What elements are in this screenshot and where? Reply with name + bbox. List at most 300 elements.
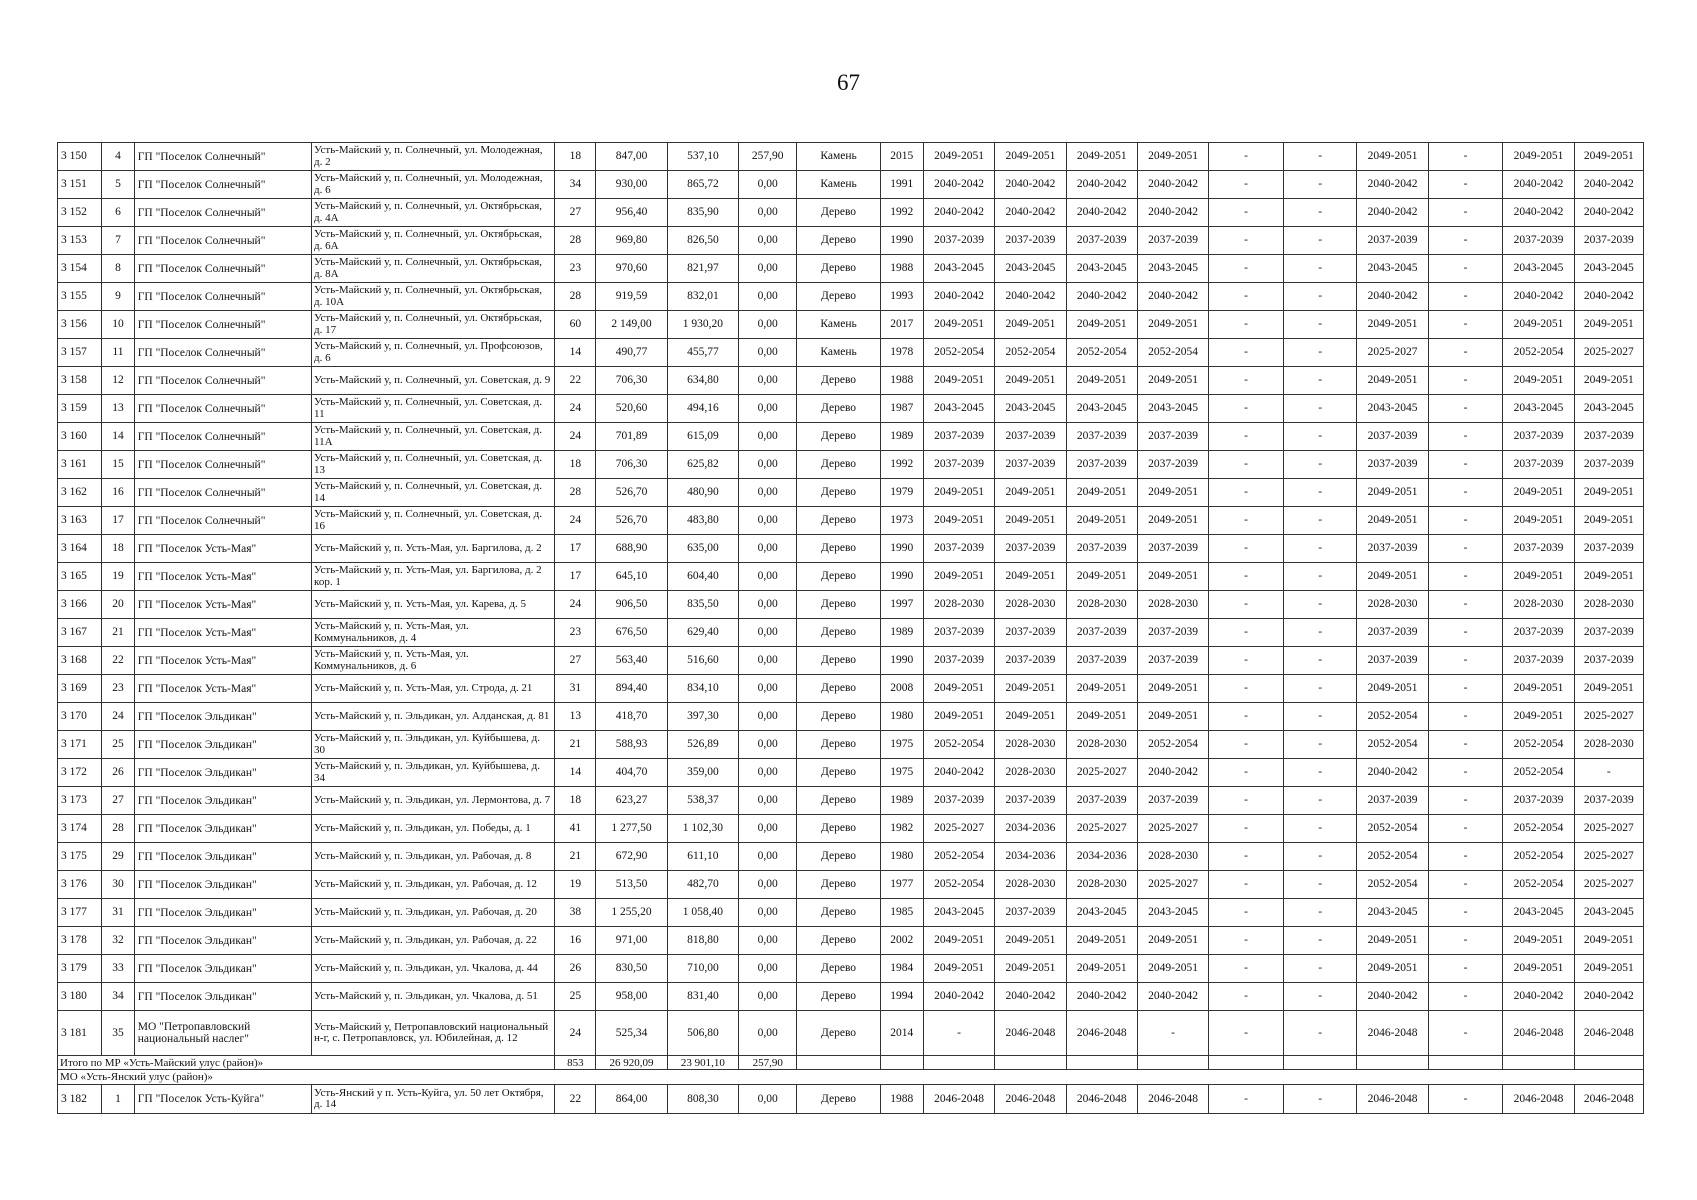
period-7: 2049-2051 — [1357, 955, 1428, 983]
nonresidential-area: 0,00 — [739, 227, 797, 255]
period-5: - — [1209, 787, 1284, 815]
row-number: 20 — [102, 591, 134, 619]
period-9: 2052-2054 — [1503, 731, 1574, 759]
period-1: 2040-2042 — [923, 199, 994, 227]
wall-material: Дерево — [797, 731, 880, 759]
period-10: 2049-2051 — [1574, 675, 1643, 703]
period-9: 2037-2039 — [1503, 451, 1574, 479]
period-2: 2034-2036 — [995, 843, 1066, 871]
nonresidential-area: 0,00 — [739, 591, 797, 619]
address: Усть-Майский у, п. Усть-Мая, ул. Баргилова, д. 2 — [312, 535, 555, 563]
row-number: 25 — [102, 731, 134, 759]
period-10: - — [1574, 759, 1643, 787]
organization: ГП "Поселок Солнечный" — [134, 507, 311, 535]
period-2: 2040-2042 — [995, 983, 1066, 1011]
period-8: - — [1428, 143, 1503, 171]
address: Усть-Майский у, п. Эльдикан, ул. Рабочая, д. 20 — [312, 899, 555, 927]
period-10: 2040-2042 — [1574, 283, 1643, 311]
row-number: 9 — [102, 283, 134, 311]
period-6: - — [1283, 367, 1357, 395]
wall-material: Дерево — [797, 367, 880, 395]
organization: ГП "Поселок Солнечный" — [134, 423, 311, 451]
summary-empty-cell — [1503, 1056, 1574, 1070]
living-area: 710,00 — [667, 955, 738, 983]
table-row — [58, 171, 1644, 199]
period-7: 2052-2054 — [1357, 843, 1428, 871]
address: Усть-Майский у, п. Солнечный, ул. Октябрьская, д. 17 — [312, 311, 555, 339]
period-9: 2049-2051 — [1503, 479, 1574, 507]
period-8: - — [1428, 647, 1503, 675]
table-row — [58, 983, 1644, 1011]
period-3: 2049-2051 — [1066, 563, 1137, 591]
table-row — [58, 703, 1644, 731]
period-6: - — [1283, 143, 1357, 171]
period-7: 2037-2039 — [1357, 423, 1428, 451]
total-area: 701,89 — [596, 423, 667, 451]
row-index: 3 170 — [58, 703, 102, 731]
period-3: 2043-2045 — [1066, 255, 1137, 283]
period-8: - — [1428, 675, 1503, 703]
period-3: 2046-2048 — [1066, 1011, 1137, 1056]
period-3: 2037-2039 — [1066, 423, 1137, 451]
total-area: 958,00 — [596, 983, 667, 1011]
period-10: 2040-2042 — [1574, 199, 1643, 227]
address: Усть-Майский у, п. Эльдикан, ул. Куйбышева, д. 34 — [312, 759, 555, 787]
total-area: 830,50 — [596, 955, 667, 983]
build-year: 1990 — [880, 563, 923, 591]
period-1: 2040-2042 — [923, 759, 994, 787]
period-1: 2049-2051 — [923, 927, 994, 955]
period-3: 2037-2039 — [1066, 619, 1137, 647]
organization: ГП "Поселок Солнечный" — [134, 395, 311, 423]
row-index: 3 168 — [58, 647, 102, 675]
period-6: - — [1283, 871, 1357, 899]
period-6: - — [1283, 199, 1357, 227]
period-10: 2049-2051 — [1574, 143, 1643, 171]
organization: ГП "Поселок Эльдикан" — [134, 731, 311, 759]
summary-empty-cell — [880, 1056, 923, 1070]
total-area: 970,60 — [596, 255, 667, 283]
period-6: - — [1283, 507, 1357, 535]
period-10: 2037-2039 — [1574, 647, 1643, 675]
living-area: 635,00 — [667, 535, 738, 563]
wall-material: Дерево — [797, 479, 880, 507]
period-6: - — [1283, 591, 1357, 619]
period-7: 2037-2039 — [1357, 227, 1428, 255]
living-area: 397,30 — [667, 703, 738, 731]
total-area: 513,50 — [596, 871, 667, 899]
total-area: 645,10 — [596, 563, 667, 591]
address: Усть-Майский у, п. Усть-Мая, ул. Коммунальников, д. 6 — [312, 647, 555, 675]
row-number: 7 — [102, 227, 134, 255]
period-8: - — [1428, 787, 1503, 815]
table-row — [58, 563, 1644, 591]
period-7: 2037-2039 — [1357, 535, 1428, 563]
period-10: 2037-2039 — [1574, 227, 1643, 255]
wall-material: Дерево — [797, 899, 880, 927]
period-4: 2049-2051 — [1137, 311, 1208, 339]
period-10: 2037-2039 — [1574, 619, 1643, 647]
period-4: 2037-2039 — [1137, 423, 1208, 451]
period-2: 2037-2039 — [995, 227, 1066, 255]
period-10: 2025-2027 — [1574, 703, 1643, 731]
total-area: 588,93 — [596, 731, 667, 759]
build-year: 1980 — [880, 703, 923, 731]
period-5: - — [1209, 367, 1284, 395]
period-7: 2049-2051 — [1357, 507, 1428, 535]
nonresidential-area: 0,00 — [739, 311, 797, 339]
wall-material: Камень — [797, 171, 880, 199]
apartments-count: 21 — [555, 843, 596, 871]
period-3: 2028-2030 — [1066, 731, 1137, 759]
period-5: - — [1209, 395, 1284, 423]
row-number: 1 — [102, 1085, 134, 1114]
row-index: 3 179 — [58, 955, 102, 983]
period-9: 2040-2042 — [1503, 283, 1574, 311]
period-2: 2052-2054 — [995, 339, 1066, 367]
period-4: 2040-2042 — [1137, 283, 1208, 311]
living-area: 835,50 — [667, 591, 738, 619]
organization: ГП "Поселок Солнечный" — [134, 311, 311, 339]
period-8: - — [1428, 227, 1503, 255]
period-4: - — [1137, 1011, 1208, 1056]
period-4: 2049-2051 — [1137, 479, 1208, 507]
period-3: 2046-2048 — [1066, 1085, 1137, 1114]
address: Усть-Майский у, п. Эльдикан, ул. Чкалова, д. 51 — [312, 983, 555, 1011]
table-row — [58, 787, 1644, 815]
period-10: 2040-2042 — [1574, 983, 1643, 1011]
apartments-count: 22 — [555, 1085, 596, 1114]
period-6: - — [1283, 647, 1357, 675]
period-7: 2040-2042 — [1357, 283, 1428, 311]
total-area: 956,40 — [596, 199, 667, 227]
period-10: 2025-2027 — [1574, 815, 1643, 843]
address: Усть-Майский у, п. Усть-Мая, ул. Строда, д. 21 — [312, 675, 555, 703]
period-4: 2049-2051 — [1137, 507, 1208, 535]
period-10: 2043-2045 — [1574, 255, 1643, 283]
build-year: 2008 — [880, 675, 923, 703]
period-10: 2037-2039 — [1574, 423, 1643, 451]
row-number: 31 — [102, 899, 134, 927]
organization: ГП "Поселок Усть-Мая" — [134, 591, 311, 619]
build-year: 1975 — [880, 759, 923, 787]
period-10: 2028-2030 — [1574, 731, 1643, 759]
period-1: 2037-2039 — [923, 451, 994, 479]
address: Усть-Майский у, п. Солнечный, ул. Советская, д. 13 — [312, 451, 555, 479]
organization: ГП "Поселок Эльдикан" — [134, 955, 311, 983]
period-10: 2046-2048 — [1574, 1011, 1643, 1056]
period-1: 2037-2039 — [923, 619, 994, 647]
summary-empty-cell — [1574, 1056, 1643, 1070]
address: Усть-Майский у, п. Эльдикан, ул. Чкалова, д. 44 — [312, 955, 555, 983]
apartments-count: 21 — [555, 731, 596, 759]
period-4: 2049-2051 — [1137, 955, 1208, 983]
period-4: 2037-2039 — [1137, 227, 1208, 255]
period-6: - — [1283, 815, 1357, 843]
period-3: 2028-2030 — [1066, 871, 1137, 899]
nonresidential-area: 0,00 — [739, 171, 797, 199]
period-9: 2040-2042 — [1503, 171, 1574, 199]
period-1: 2040-2042 — [923, 283, 994, 311]
nonresidential-area: 0,00 — [739, 1011, 797, 1056]
period-9: 2040-2042 — [1503, 983, 1574, 1011]
row-index: 3 180 — [58, 983, 102, 1011]
organization: ГП "Поселок Усть-Мая" — [134, 675, 311, 703]
nonresidential-area: 0,00 — [739, 199, 797, 227]
row-index: 3 153 — [58, 227, 102, 255]
period-5: - — [1209, 227, 1284, 255]
build-year: 1979 — [880, 479, 923, 507]
row-number: 8 — [102, 255, 134, 283]
row-index: 3 151 — [58, 171, 102, 199]
wall-material: Дерево — [797, 1085, 880, 1114]
period-1: - — [923, 1011, 994, 1056]
period-9: 2049-2051 — [1503, 563, 1574, 591]
build-year: 1989 — [880, 423, 923, 451]
address: Усть-Майский у, п. Солнечный, ул. Молодежная, д. 6 — [312, 171, 555, 199]
apartments-count: 24 — [555, 591, 596, 619]
summary-row — [58, 1056, 1644, 1070]
period-5: - — [1209, 899, 1284, 927]
period-9: 2049-2051 — [1503, 311, 1574, 339]
period-7: 2046-2048 — [1357, 1011, 1428, 1056]
period-9: 2049-2051 — [1503, 143, 1574, 171]
period-5: - — [1209, 927, 1284, 955]
period-3: 2043-2045 — [1066, 899, 1137, 927]
period-3: 2052-2054 — [1066, 339, 1137, 367]
organization: ГП "Поселок Солнечный" — [134, 255, 311, 283]
total-area: 1 277,50 — [596, 815, 667, 843]
period-9: 2052-2054 — [1503, 871, 1574, 899]
period-9: 2049-2051 — [1503, 703, 1574, 731]
period-5: - — [1209, 535, 1284, 563]
period-1: 2037-2039 — [923, 647, 994, 675]
total-area: 930,00 — [596, 171, 667, 199]
period-10: 2046-2048 — [1574, 1085, 1643, 1114]
period-10: 2037-2039 — [1574, 787, 1643, 815]
organization: ГП "Поселок Солнечный" — [134, 479, 311, 507]
period-2: 2049-2051 — [995, 311, 1066, 339]
period-1: 2049-2051 — [923, 675, 994, 703]
period-9: 2028-2030 — [1503, 591, 1574, 619]
total-area: 969,80 — [596, 227, 667, 255]
address: Усть-Майский у, п. Солнечный, ул. Октябрьская, д. 8А — [312, 255, 555, 283]
period-2: 2028-2030 — [995, 591, 1066, 619]
living-area: 494,16 — [667, 395, 738, 423]
period-8: - — [1428, 479, 1503, 507]
row-index: 3 174 — [58, 815, 102, 843]
period-6: - — [1283, 703, 1357, 731]
period-3: 2049-2051 — [1066, 703, 1137, 731]
period-7: 2049-2051 — [1357, 927, 1428, 955]
build-year: 1988 — [880, 1085, 923, 1114]
period-3: 2043-2045 — [1066, 395, 1137, 423]
period-7: 2040-2042 — [1357, 759, 1428, 787]
period-3: 2037-2039 — [1066, 647, 1137, 675]
row-index: 3 171 — [58, 731, 102, 759]
apartments-count: 18 — [555, 451, 596, 479]
living-area: 506,80 — [667, 1011, 738, 1056]
period-5: - — [1209, 731, 1284, 759]
nonresidential-area: 0,00 — [739, 703, 797, 731]
period-4: 2049-2051 — [1137, 143, 1208, 171]
period-3: 2049-2051 — [1066, 367, 1137, 395]
apartments-count: 31 — [555, 675, 596, 703]
organization: ГП "Поселок Усть-Мая" — [134, 535, 311, 563]
build-year: 1990 — [880, 647, 923, 675]
period-5: - — [1209, 339, 1284, 367]
table-row — [58, 647, 1644, 675]
period-8: - — [1428, 619, 1503, 647]
living-area: 821,97 — [667, 255, 738, 283]
period-5: - — [1209, 815, 1284, 843]
nonresidential-area: 0,00 — [739, 339, 797, 367]
living-area: 1 102,30 — [667, 815, 738, 843]
period-8: - — [1428, 759, 1503, 787]
address: Усть-Майский у, п. Солнечный, ул. Профсоюзов, д. 6 — [312, 339, 555, 367]
period-8: - — [1428, 255, 1503, 283]
period-2: 2028-2030 — [995, 731, 1066, 759]
period-10: 2049-2051 — [1574, 311, 1643, 339]
period-1: 2037-2039 — [923, 227, 994, 255]
period-10: 2049-2051 — [1574, 955, 1643, 983]
total-area: 688,90 — [596, 535, 667, 563]
apartments-count: 18 — [555, 787, 596, 815]
table-row — [58, 255, 1644, 283]
period-8: - — [1428, 871, 1503, 899]
period-8: - — [1428, 815, 1503, 843]
period-6: - — [1283, 1085, 1357, 1114]
organization: ГП "Поселок Эльдикан" — [134, 983, 311, 1011]
row-index: 3 150 — [58, 143, 102, 171]
period-10: 2025-2027 — [1574, 339, 1643, 367]
total-area: 971,00 — [596, 927, 667, 955]
wall-material: Дерево — [797, 1011, 880, 1056]
wall-material: Дерево — [797, 927, 880, 955]
period-6: - — [1283, 171, 1357, 199]
total-area: 418,70 — [596, 703, 667, 731]
period-4: 2043-2045 — [1137, 255, 1208, 283]
period-10: 2028-2030 — [1574, 591, 1643, 619]
period-5: - — [1209, 451, 1284, 479]
period-8: - — [1428, 507, 1503, 535]
period-8: - — [1428, 395, 1503, 423]
period-2: 2049-2051 — [995, 143, 1066, 171]
period-6: - — [1283, 927, 1357, 955]
table-row — [58, 815, 1644, 843]
period-8: - — [1428, 731, 1503, 759]
period-7: 2049-2051 — [1357, 479, 1428, 507]
period-9: 2052-2054 — [1503, 759, 1574, 787]
row-index: 3 169 — [58, 675, 102, 703]
period-2: 2034-2036 — [995, 815, 1066, 843]
row-index: 3 175 — [58, 843, 102, 871]
apartments-count: 24 — [555, 507, 596, 535]
period-1: 2040-2042 — [923, 171, 994, 199]
table-row — [58, 535, 1644, 563]
period-2: 2043-2045 — [995, 395, 1066, 423]
period-10: 2049-2051 — [1574, 563, 1643, 591]
period-8: - — [1428, 563, 1503, 591]
period-4: 2049-2051 — [1137, 367, 1208, 395]
period-5: - — [1209, 255, 1284, 283]
period-4: 2040-2042 — [1137, 759, 1208, 787]
table-row — [58, 395, 1644, 423]
period-1: 2049-2051 — [923, 703, 994, 731]
period-7: 2052-2054 — [1357, 703, 1428, 731]
wall-material: Дерево — [797, 647, 880, 675]
period-3: 2049-2051 — [1066, 955, 1137, 983]
period-5: - — [1209, 843, 1284, 871]
build-year: 1991 — [880, 171, 923, 199]
period-2: 2049-2051 — [995, 479, 1066, 507]
period-2: 2049-2051 — [995, 927, 1066, 955]
total-area: 520,60 — [596, 395, 667, 423]
period-2: 2049-2051 — [995, 367, 1066, 395]
build-year: 1992 — [880, 451, 923, 479]
row-number: 14 — [102, 423, 134, 451]
period-5: - — [1209, 311, 1284, 339]
period-8: - — [1428, 199, 1503, 227]
summary-empty-cell — [1428, 1056, 1503, 1070]
period-6: - — [1283, 339, 1357, 367]
living-area: 835,90 — [667, 199, 738, 227]
apartments-count: 23 — [555, 619, 596, 647]
build-year: 1987 — [880, 395, 923, 423]
table-row — [58, 871, 1644, 899]
row-number: 6 — [102, 199, 134, 227]
period-1: 2049-2051 — [923, 479, 994, 507]
summary-empty-cell — [995, 1056, 1066, 1070]
living-area: 611,10 — [667, 843, 738, 871]
apartments-count: 24 — [555, 395, 596, 423]
period-3: 2040-2042 — [1066, 983, 1137, 1011]
page-number: 67 — [837, 70, 860, 95]
period-2: 2040-2042 — [995, 171, 1066, 199]
period-6: - — [1283, 843, 1357, 871]
period-7: 2040-2042 — [1357, 171, 1428, 199]
living-area: 1 058,40 — [667, 899, 738, 927]
period-7: 2043-2045 — [1357, 899, 1428, 927]
table-row — [58, 675, 1644, 703]
period-7: 2037-2039 — [1357, 619, 1428, 647]
period-1: 2049-2051 — [923, 563, 994, 591]
period-8: - — [1428, 983, 1503, 1011]
period-3: 2040-2042 — [1066, 199, 1137, 227]
build-year: 1990 — [880, 535, 923, 563]
period-5: - — [1209, 703, 1284, 731]
housing-table — [57, 142, 1644, 1114]
table-row — [58, 199, 1644, 227]
period-4: 2049-2051 — [1137, 675, 1208, 703]
row-number: 4 — [102, 143, 134, 171]
table-row — [58, 899, 1644, 927]
table-row — [58, 143, 1644, 171]
period-5: - — [1209, 1011, 1284, 1056]
period-7: 2028-2030 — [1357, 591, 1428, 619]
wall-material: Дерево — [797, 675, 880, 703]
nonresidential-area: 0,00 — [739, 423, 797, 451]
period-1: 2028-2030 — [923, 591, 994, 619]
period-2: 2049-2051 — [995, 563, 1066, 591]
period-1: 2025-2027 — [923, 815, 994, 843]
build-year: 2014 — [880, 1011, 923, 1056]
period-4: 2040-2042 — [1137, 199, 1208, 227]
summary-empty-cell — [923, 1056, 994, 1070]
period-4: 2040-2042 — [1137, 983, 1208, 1011]
total-area: 404,70 — [596, 759, 667, 787]
wall-material: Дерево — [797, 619, 880, 647]
